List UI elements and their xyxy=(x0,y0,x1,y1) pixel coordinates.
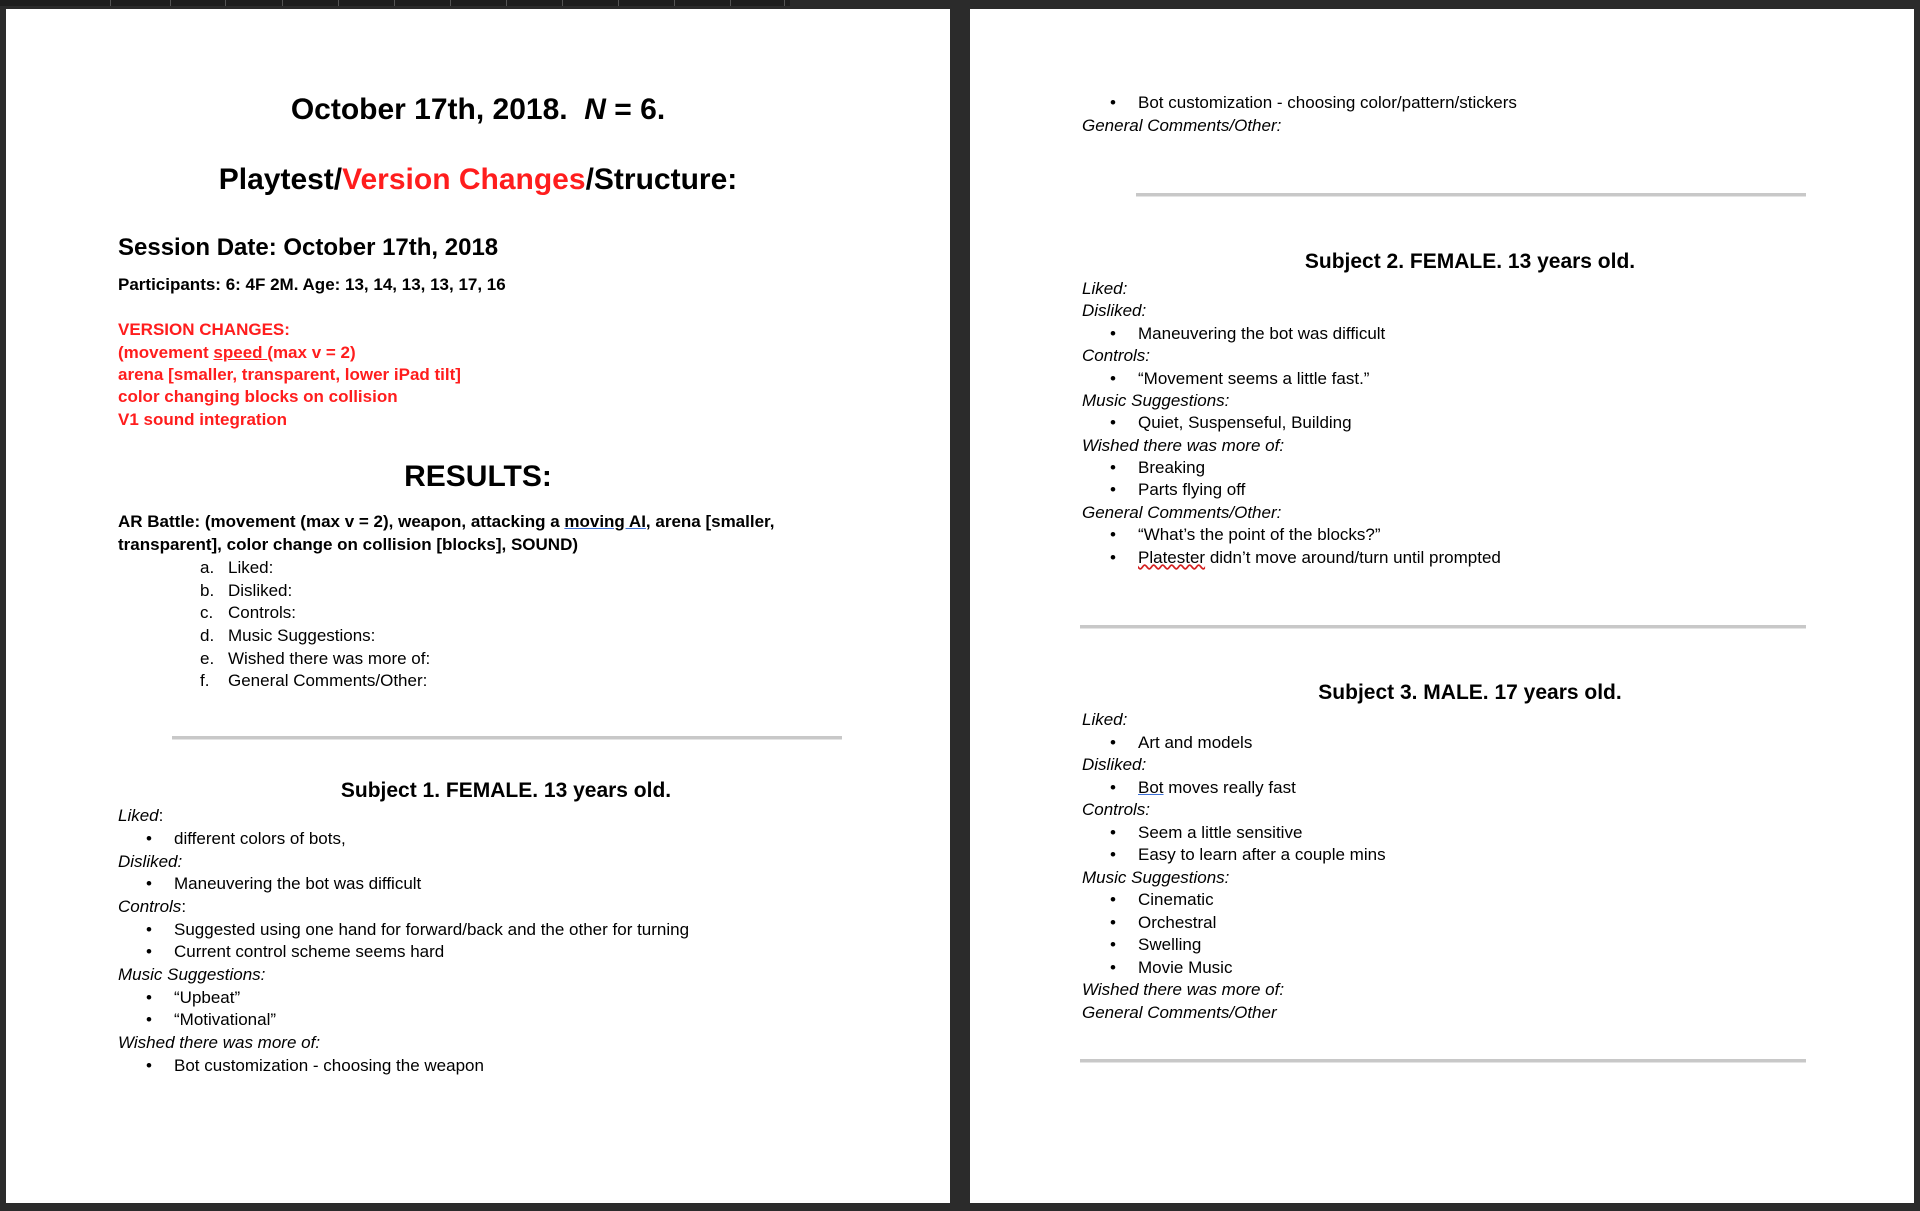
list-item: • Orchestral xyxy=(1110,913,1216,933)
horizontal-rule xyxy=(1136,193,1806,197)
category-item: b. Disliked: xyxy=(200,581,293,600)
title-n-value: = 6. xyxy=(605,93,666,126)
list-item: • Breaking xyxy=(1110,458,1205,478)
subject-3-controls-label: Controls: xyxy=(1082,800,1151,819)
subject-3-disliked-label: Disliked: xyxy=(1082,755,1147,774)
title-date: October 17th, 2018. xyxy=(290,93,568,126)
horizontal-rule xyxy=(172,736,842,740)
subject-1-liked-label: Liked: xyxy=(118,806,164,825)
list-item: • Swelling xyxy=(1110,935,1201,955)
version-change-line-1: (movement speed (max v = 2) xyxy=(118,343,356,362)
horizontal-rule xyxy=(1080,625,1806,629)
list-item: • Current control scheme seems hard xyxy=(146,942,444,962)
list-item: • “Motivational” xyxy=(146,1010,276,1030)
version-change-line-2: arena [smaller, transparent, lower iPad tilt] xyxy=(118,365,461,384)
session-date: Session Date: October 17th, 2018 xyxy=(118,234,499,261)
list-item: • Maneuvering the bot was difficult xyxy=(146,874,421,894)
list-item: • Bot moves really fast xyxy=(1110,778,1296,798)
list-item: • Maneuvering the bot was difficult xyxy=(1110,324,1385,344)
document-page-2[interactable] xyxy=(970,9,1914,1203)
version-change-line-3: color changing blocks on collision xyxy=(118,387,398,406)
subject-3-wished-label: Wished there was more of: xyxy=(1082,980,1285,999)
subject-2-controls-label: Controls: xyxy=(1082,346,1151,365)
category-item: a. Liked: xyxy=(200,558,274,577)
version-changes-heading: VERSION CHANGES: xyxy=(118,320,290,339)
list-item: • Cinematic xyxy=(1110,890,1214,910)
subject-3-music-label: Music Suggestions: xyxy=(1082,868,1230,887)
subject-1-wished-label: Wished there was more of: xyxy=(118,1033,321,1052)
subject-2-music-label: Music Suggestions: xyxy=(1082,391,1230,410)
subject-2-liked-label: Liked: xyxy=(1082,279,1128,298)
subject-2-wished-label: Wished there was more of: xyxy=(1082,436,1285,455)
subject-3-heading: Subject 3. MALE. 17 years old. xyxy=(1318,681,1622,704)
document-subtitle: Playtest/Version Changes/Structure: xyxy=(218,163,738,196)
version-changes-highlight: Version Changes xyxy=(342,163,586,196)
ar-battle-line-1: AR Battle: (movement (max v = 2), weapon, attacking a moving AI, arena [smaller, xyxy=(118,512,775,531)
horizontal-rule xyxy=(1080,1059,1806,1063)
category-item: e. Wished there was more of: xyxy=(200,649,431,668)
list-item: • Movie Music xyxy=(1110,958,1232,978)
subject-1-heading: Subject 1. FEMALE. 13 years old. xyxy=(340,779,672,802)
subject-1-general-label: General Comments/Other: xyxy=(1082,116,1282,135)
document-page-1[interactable] xyxy=(6,9,950,1203)
list-item: • “What’s the point of the blocks?” xyxy=(1110,525,1381,545)
category-item: c. Controls: xyxy=(200,603,297,622)
list-item: • Bot customization - choosing color/pattern/stickers xyxy=(1110,93,1517,113)
list-item: • Bot customization - choosing the weapon xyxy=(146,1056,484,1076)
list-item: • “Upbeat” xyxy=(146,988,240,1008)
subject-1-disliked-label: Disliked: xyxy=(118,852,183,871)
subject-2-disliked-label: Disliked: xyxy=(1082,301,1147,320)
subject-3-liked-label: Liked: xyxy=(1082,710,1128,729)
version-change-line-4: V1 sound integration xyxy=(118,410,288,429)
list-item: • different colors of bots, xyxy=(146,829,346,849)
list-item: • Easy to learn after a couple mins xyxy=(1110,845,1386,865)
ar-battle-line-2: transparent], color change on collision [blocks], SOUND) xyxy=(118,535,579,554)
subject-1-music-label: Music Suggestions: xyxy=(118,965,266,984)
list-item: • Parts flying off xyxy=(1110,480,1245,500)
results-heading: RESULTS: xyxy=(404,460,552,493)
list-item: • Platester didn’t move around/turn until prompted xyxy=(1110,548,1501,568)
ruler-bar xyxy=(0,0,790,6)
list-item: • “Movement seems a little fast.” xyxy=(1110,369,1369,389)
category-item: f. General Comments/Other: xyxy=(200,671,428,690)
list-item: • Quiet, Suspenseful, Building xyxy=(1110,413,1352,433)
title-n-label: N xyxy=(584,93,606,126)
category-item: d. Music Suggestions: xyxy=(200,626,376,645)
participants: Participants: 6: 4F 2M. Age: 13, 14, 13, 13, 17, 16 xyxy=(118,275,506,294)
subject-2-heading: Subject 2. FEMALE. 13 years old. xyxy=(1304,250,1636,273)
subject-3-general-label: General Comments/Other xyxy=(1082,1003,1277,1022)
list-item: • Seem a little sensitive xyxy=(1110,823,1302,843)
list-item: • Suggested using one hand for forward/back and the other for turning xyxy=(146,920,689,940)
list-item: • Art and models xyxy=(1110,733,1252,753)
subject-2-general-label: General Comments/Other: xyxy=(1082,503,1282,522)
document-title xyxy=(6,93,950,127)
subject-1-controls-label: Controls: xyxy=(118,897,187,916)
